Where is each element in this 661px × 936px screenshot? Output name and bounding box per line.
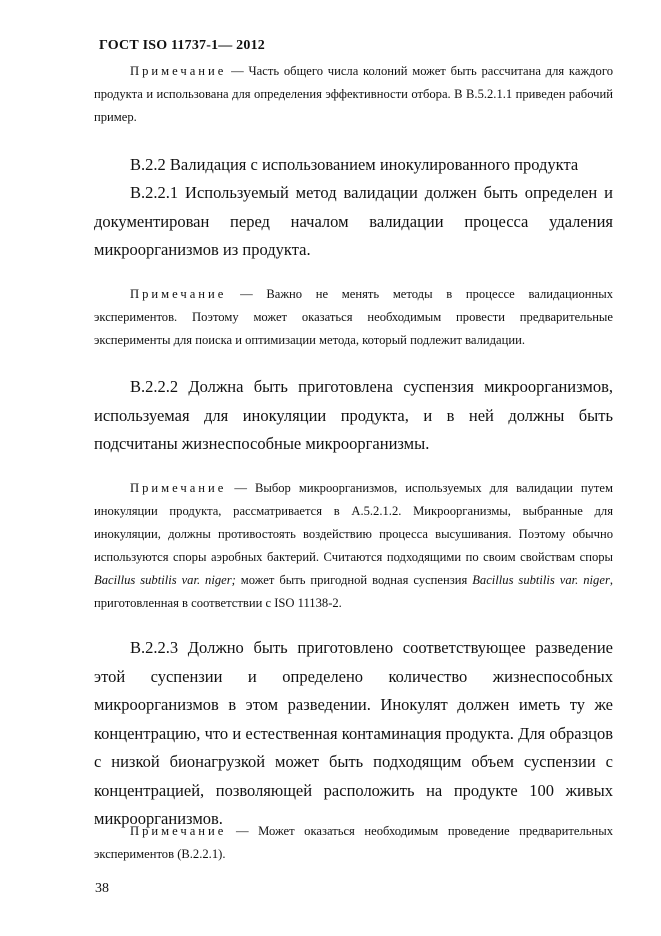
species-name: Bacillus subtilis var. niger xyxy=(472,573,610,587)
note-label: Примечание xyxy=(130,287,227,301)
paragraph-b222 xyxy=(94,373,613,459)
note-label: Примечание xyxy=(130,481,227,495)
note-1 xyxy=(94,60,613,129)
document-header: ГОСТ ISO 11737-1— 2012 xyxy=(99,38,265,53)
note-text: — Часть общего числа колоний может быть рассчитана для каждого продукта и использована для определения эффективности отбора. В B.5.2.1.1 приведен рабочий пример. xyxy=(94,64,613,124)
paragraph-b223 xyxy=(94,634,613,834)
paragraph-text: B.2.2.1 Используемый метод валидации должен быть определен и документирован перед началом валидации процесса удаления микроорганизмов из продукта. xyxy=(94,183,613,259)
species-name: Bacillus subtilis var. niger; xyxy=(94,573,236,587)
note-2 xyxy=(94,283,613,352)
note-3 xyxy=(94,477,613,615)
paragraph-text: B.2.2.3 Должно быть приготовлено соответствующее разведение этой суспензии и определено количество жизнеспособных микроорганизмов в этом разведении. Инокулят должен иметь ту же концентрацию, что и естественная контаминация продукта. Для образцов с низкой бионагрузкой может быть подходящим объем суспензии с концентрацией, позволяющей расположить на продукте 100 живых микроорганизмов. xyxy=(94,638,613,828)
paragraph-b221 xyxy=(94,179,613,265)
page-number: 38 xyxy=(95,881,109,896)
note-text: может быть пригодной водная суспензия xyxy=(235,573,473,587)
note-text: — Важно не менять методы в процессе валидационных экспериментов. Поэтому может оказаться необходимым провести предварительные эксперименты для поиска и оптимизации метода, который подлежит валидации. xyxy=(94,287,613,347)
note-label: Примечание xyxy=(130,824,227,838)
note-label: Примечание xyxy=(130,64,227,78)
note-4 xyxy=(94,820,613,866)
paragraph-text: B.2.2.2 Должна быть приготовлена суспензия микроорганизмов, используемая для инокуляции продукта, и в ней должны быть подсчитаны жизнеспособные микроорганизмы. xyxy=(94,377,613,453)
note-text: , приготовленная в соответствии с ISO 11138-2. xyxy=(94,573,613,610)
note-text: — Может оказаться необходимым проведение предварительных экспериментов (B.2.2.1). xyxy=(94,824,613,861)
note-text: — Выбор микроорганизмов, используемых для валидации путем инокуляции продукта, рассматривается в A.5.2.1.2. Микроорганизмы, выбранные для инокуляции, должны противостоять воздействию процесса высушивания. Поэтому обычно используются споры аэробных бактерий. Считаются подходящими по своим свойствам споры xyxy=(94,481,613,564)
section-heading-b22: B.2.2 Валидация с использованием инокулированного продукта xyxy=(130,155,579,174)
